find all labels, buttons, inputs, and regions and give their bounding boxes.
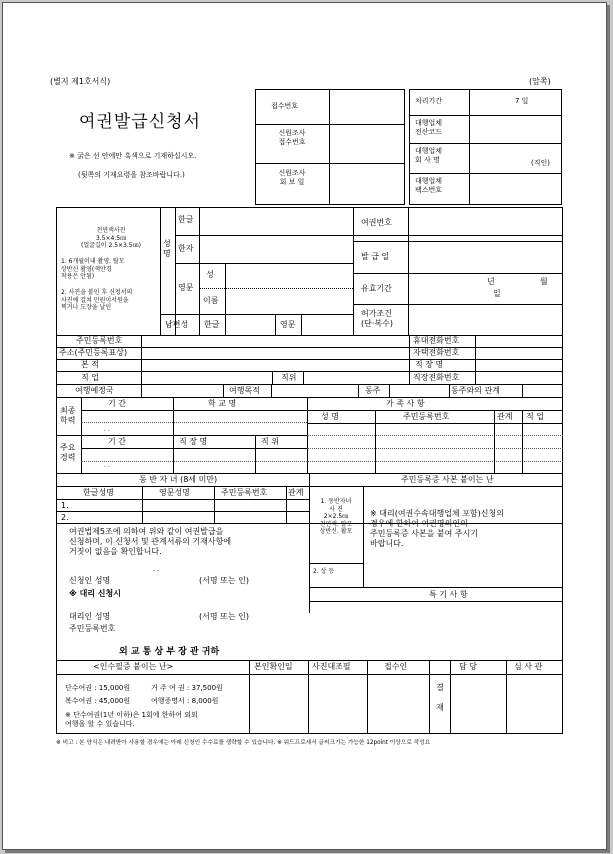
korean-name-label: 한글 bbox=[178, 215, 194, 224]
experience-position-label: 직 위 bbox=[261, 437, 279, 446]
proxy-name-label: 대리인 성명 bbox=[69, 612, 111, 621]
form-title: 여권발급신청서 bbox=[79, 112, 201, 132]
education-period-label: 기 간 bbox=[108, 399, 126, 408]
travel-purpose-label: 여행목적 bbox=[229, 386, 260, 395]
experience-label: 주요 경력 bbox=[60, 443, 76, 462]
companion-relation-label: 관계 bbox=[288, 488, 304, 497]
companion-resident-label: 주민등록번호 bbox=[221, 488, 268, 497]
surname-label: 성 bbox=[206, 270, 214, 279]
education-date-dots: . . bbox=[104, 426, 110, 433]
companion-row-2: 2. bbox=[61, 513, 69, 522]
proxy-heading: ※ 대리 신청시 bbox=[69, 589, 121, 598]
background-check-reply-label: 신원조사 회 보 일 bbox=[278, 169, 306, 186]
addressee: 외 교 통 상 부 장 관 귀하 bbox=[119, 647, 220, 657]
registered-domicile-label: 본 적 bbox=[81, 360, 99, 369]
photo-rule-2: 2. 사진을 붙인 후 신청서의 사진에 걸쳐 민원이서원을 찍거나 도장을 날인 bbox=[61, 289, 133, 311]
declaration-date: . . bbox=[153, 565, 160, 573]
footer-remark: ※ 비고 : 본 양식은 내려받아 사용할 경우에는 아래 신청인 수수료를 생략할 수 있습니다. ※ 워드프로세서 글씨크기는 가능한 12point 이상으로 작성요 bbox=[56, 739, 431, 746]
valid-period-label: 유효기간 bbox=[361, 284, 392, 293]
processing-period-value: 7 일 bbox=[515, 97, 529, 105]
form-number-label: (별지 제1호서식) bbox=[50, 77, 111, 86]
resident-number-label: 주민등록번호 bbox=[76, 336, 123, 345]
year-label: 년 bbox=[487, 277, 495, 286]
page-side-label: (앞쪽) bbox=[529, 77, 551, 86]
background-check-receipt-label: 신원조사 접수번호 bbox=[278, 129, 306, 146]
spouse-english-label: 영문 bbox=[280, 320, 296, 329]
proxy-resident-label: 주민등록번호 bbox=[69, 624, 116, 633]
destination-label: 여행예정국 bbox=[75, 386, 114, 395]
family-section-title: 가 족 사 항 bbox=[386, 399, 425, 408]
instruction-reference: (뒷쪽의 기재요령을 참조바랍니다.) bbox=[78, 171, 185, 179]
travel-certificate-fee: 여행증명서 : 8,000원 bbox=[151, 697, 219, 705]
charge-label: 담 당 bbox=[459, 662, 477, 671]
position-label: 직위 bbox=[281, 373, 297, 382]
spouse-surname-label: 남편성 bbox=[165, 320, 189, 329]
processing-period-label: 처리기간 bbox=[415, 97, 443, 105]
resident-passport-fee: 거 주 여 권 : 37,500원 bbox=[151, 684, 223, 692]
photo-rule-1: 1. 6개월이내 촬영. 탈모 상반신 활영(색안경 착용은 안됨) bbox=[61, 258, 125, 280]
permit-condition-label: 허가조건 (단·복수) bbox=[361, 309, 393, 328]
experience-date-dots: . . bbox=[104, 462, 110, 469]
child-photo-note: 1. 동반자녀 사 진 2×2.5㎝ 천연색. 탈모 상반신. 활모 bbox=[319, 498, 353, 535]
school-name-label: 학 교 명 bbox=[208, 399, 237, 408]
family-occupation-label: 직 업 bbox=[526, 412, 544, 421]
single-passport-note: ※ 단수여권(1년 이하)은 1회에 한하여 외외 여행을 할 수 있습니다. bbox=[65, 711, 198, 728]
address-label: 주소(주민등록표상) bbox=[59, 348, 128, 357]
work-phone-label: 직장전화번호 bbox=[413, 373, 460, 382]
day-label: 일 bbox=[493, 289, 501, 298]
proxy-signature-label: (서명 또는 인) bbox=[199, 612, 249, 621]
companion-section-title: 동 반 자 녀 (8세 미만) bbox=[139, 475, 218, 484]
applicant-name-label: 신청인 성명 bbox=[69, 576, 111, 585]
approval-label: 결 재 bbox=[436, 683, 444, 712]
accompany-label: 동주 bbox=[365, 386, 381, 395]
receiver-label: 접수인 bbox=[384, 662, 408, 671]
resident-card-slot-label: 주민등록증 사본 붙이는 난 bbox=[401, 475, 494, 484]
photo-check-label: 사진대조필 bbox=[312, 662, 351, 671]
passport-number-label: 여권번호 bbox=[361, 218, 392, 227]
agency-fax-label: 대행업체 팩스번호 bbox=[415, 177, 443, 194]
month-label: 월 bbox=[540, 277, 548, 286]
workplace-label: 직 장 명 bbox=[415, 360, 444, 369]
companion-english-name-label: 영문성명 bbox=[159, 488, 190, 497]
occupation-label: 직 업 bbox=[81, 373, 99, 382]
receipt-number-label: 접수번호 bbox=[271, 102, 299, 110]
passport-application-form bbox=[2, 2, 607, 850]
experience-workplace-label: 직 장 명 bbox=[179, 437, 208, 446]
agency-name-label: 대행업체 회 사 명 bbox=[415, 147, 443, 164]
declaration-statement: 여권법제5조에 의하여 위와 같이 여권발급을 신청하며, 이 신청서 및 관계서류의 기재사항에 거짓이 없음을 확인합니다. bbox=[69, 527, 232, 556]
family-name-label: 성 명 bbox=[321, 412, 339, 421]
name-label: 성명 bbox=[163, 239, 171, 258]
seal-label: (직인) bbox=[531, 159, 550, 167]
spouse-korean-label: 한글 bbox=[204, 320, 220, 329]
reviewer-label: 심 사 관 bbox=[514, 662, 543, 671]
identity-check-label: 본인확인일 bbox=[254, 662, 293, 671]
given-name-label: 이름 bbox=[203, 296, 219, 305]
multiple-fee: 복수여권 : 45,000원 bbox=[65, 697, 131, 705]
instruction-note: ※ 굵은 선 안에만 흑색으로 기재하십시오. bbox=[69, 152, 197, 160]
hanja-name-label: 한자 bbox=[178, 244, 194, 253]
companion-row-1: 1. bbox=[61, 501, 69, 510]
accompany-relation-label: 동주와의 관계 bbox=[451, 386, 500, 395]
agency-code-label: 대행업체 전산코드 bbox=[415, 119, 443, 136]
photo-placeholder-text: 천연색사진 3.5×4.5㎝ (얼굴길이 2.5×3.5㎝) bbox=[81, 227, 141, 249]
issue-date-label: 발 급 일 bbox=[361, 252, 390, 261]
single-fee: 단수여권 : 15,000원 bbox=[65, 684, 131, 692]
special-notes-label: 특 기 사 항 bbox=[429, 590, 468, 599]
child-seal-note: 2. 상 등 bbox=[313, 568, 335, 575]
experience-period-label: 기 간 bbox=[108, 437, 126, 446]
stamp-slot-label: <인수필증 붙이는 난> bbox=[93, 662, 174, 671]
companion-korean-name-label: 한글성명 bbox=[83, 488, 114, 497]
family-relation-label: 관계 bbox=[497, 412, 513, 421]
education-label: 최종 학력 bbox=[60, 406, 76, 425]
mobile-phone-label: 휴대전화번호 bbox=[413, 336, 460, 345]
family-resident-label: 주민등록번호 bbox=[403, 412, 450, 421]
home-phone-label: 자택전화번호 bbox=[413, 348, 460, 357]
english-name-label: 영문 bbox=[178, 283, 194, 292]
proxy-copy-note: ※ 대리(여권수속대행업체 포함)신청의 경우에 한하여 여권명의인의 주민등록증 사본을 붙여 주시기 바랍니다. bbox=[370, 509, 504, 548]
applicant-signature-label: (서명 또는 인) bbox=[199, 576, 249, 585]
